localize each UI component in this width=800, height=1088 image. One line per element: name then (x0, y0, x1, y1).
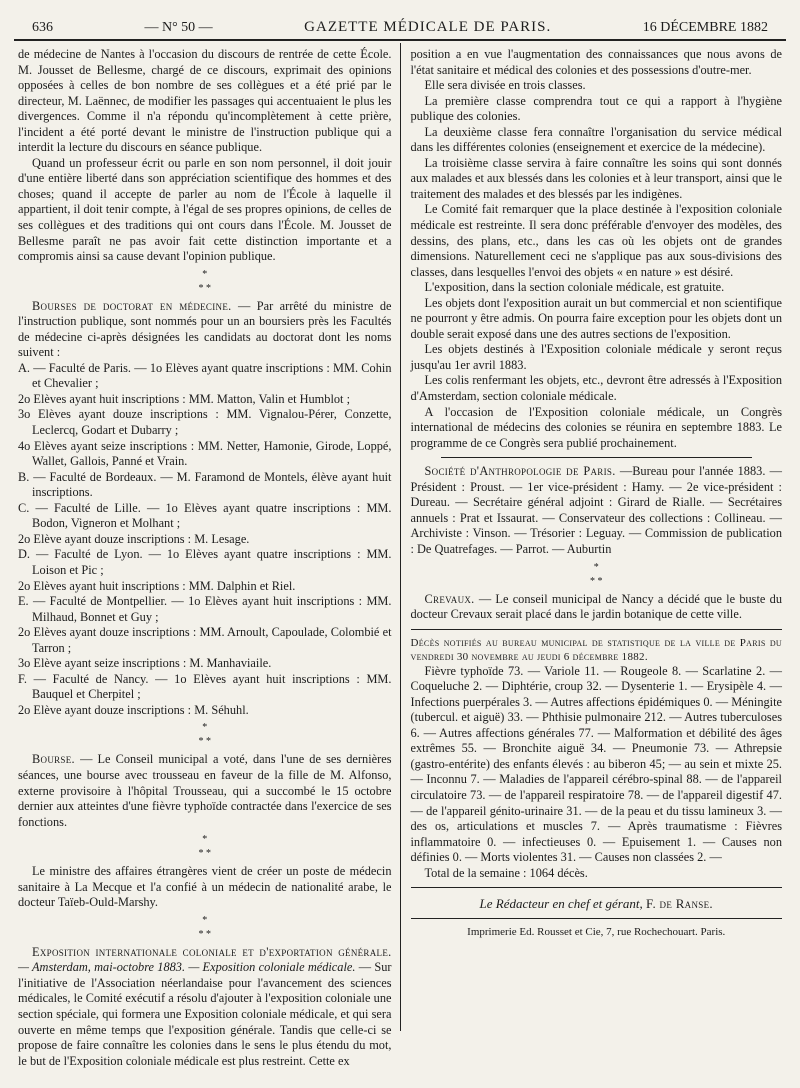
bourses-intro (18, 299, 392, 361)
page-number: 636 (32, 20, 53, 35)
bourses-list (18, 361, 392, 719)
divider (411, 629, 783, 630)
signature-name: F. de Ranse. (645, 896, 713, 912)
first-class-paragraph: La première classe comprendra tout ce qui a rapport à l'hygiène publique des colonies. (410, 93, 782, 124)
crevaux-paragraph (411, 592, 783, 623)
issue-date: 16 DÉCEMBRE 1882 (642, 20, 768, 35)
section-separator: * * * (198, 834, 211, 860)
bourse-entry: A. — Faculté de Paris. — 1o Elèves ayant quatre inscriptions : MM. Cohin et Chevalier ; (18, 360, 392, 391)
congres-paragraph: A l'occasion de l'Exposition coloniale médicale, un Congrès international de médecins des colonies se réunira en septembre 1883. Le programme de ce Congrès sera publié prochainement. (410, 404, 782, 450)
bourse-entry: 2o Elèves ayant douze inscriptions : MM. Arnoult, Capoulade, Colombié et Tarron ; (18, 625, 392, 655)
left-column (14, 41, 400, 1068)
divider (411, 918, 783, 919)
mecque-paragraph: Le ministre des affaires étrangères vient de créer un poste de médecin sanitaire à La Mecque et l'a confié à un médecin de nationalité arabe, le docteur Taïeb-Ould-Marshy. (18, 864, 392, 910)
bourse-entry: 2o Elève ayant douze inscriptions : M. Lesage. (18, 531, 250, 546)
expo-heading: Exposition internationale coloniale et d'exportation générale. (32, 944, 392, 959)
bourse-entry: 3o Elèves ayant douze inscriptions : MM. Vignalou-Pérer, Conzette, Leclercq, Godart et Dubarry ; (18, 407, 392, 438)
deces-text: Fièvre typhoïde 73. — Variole 11. — Rougeole 8. — Scarlatine 2. — Coqueluche 2. — Diphtérie, croup 32. — Dysenterie 1. — Erysipèle 4. — Infections puerpérales 3. — Autres affections épidémiques 0. — Méningite (tubercul. et aiguë) 33. — Phthisie pulmonaire 212. — Autres tuberculoses 6. — Autres affections générales 77. — Malformation et débilité des âges extrêmes 55. — Bronchite aiguë 34. — Pneumonie 73. — Athrepsie (gastro-entérite) des enfants élevés : au biberon 45; — au sein et mixte 25. — Inconnu 7. — Maladies de l'appareil cérébro-spinal 88. — de l'appareil circulatoire 73. — de l'appareil respiratoire 78. — de l'appareil digestif 47. — de l'appareil génito-urinaire 31. — de la peau et du tissu lamineux 3. — des os, articulations et muscles 7. — Après traumatisme : Fièvres inflammatoire 0. — infectieuses 0. — Epuisement 1. — Causes non définies 0. — Morts violentes 31. — Causes non classées 2. — (410, 663, 782, 865)
bourse-text: — Le Conseil municipal a voté, dans l'une de ses dernières séances, une bourse avec trousseau en faveur de la fille de M. Alfonso, externe provisoire à l'hôpital Trousseau, qui a succombé le 15 octobre dernier aux atteintes d'une fièvre typhoïde contractée dans l'exercice de ses fonctions. (18, 752, 392, 829)
expo-text: — Sur l'initiative de l'Association néerlandaise pour l'avancement des sciences médicales, le Comité exécutif a résolu d'ajouter à l'exposition coloniale une section spéciale, qui formera une Exposition coloniale médicale, et qui sera ouverte en même temps que l'exposition générale. Tandis que celle-ci se propose de faire connaître les colonies dans le sens le plus étendu du mot, le but de l'Exposition coloniale médicale est plus restreint. Cette ex (18, 960, 392, 1068)
bourse-entry: 2o Elèves ayant huit inscriptions : MM. Dalphin et Riel. (18, 578, 296, 593)
crevaux-text: — Le conseil municipal de Nancy a décidé que le buste du docteur Crevaux serait placé dans le jardin botanique de cette ville. (410, 591, 782, 622)
divider (411, 887, 783, 888)
bourse-entry: 4o Elèves ayant seize inscriptions : MM. Netter, Hamonie, Girode, Loppé, Wallet, Gallois, Panné et Vrain. (18, 438, 392, 469)
comite-paragraph: Le Comité fait remarquer que la place destinée à l'exposition coloniale médicale est restreinte. Il sera donc préférable d'envoyer des modèles, des dessins, des plans, etc., dans les cas où les objets ont de grandes dimensions. Naturellement ceci ne s'applique pas aux sous-divisions des classes, dans lesquelles l'envoi des objets « en nature » est désiré. (410, 202, 782, 279)
bourse-paragraph (18, 752, 392, 830)
bourses-heading: Bourses de doctorat en médecine. (32, 298, 232, 313)
expo-continued: position a en vue l'augmentation des connaissances que nous avons de l'état sanitaire et médical des colonies et des possessions d'outre-mer. (410, 47, 782, 77)
anthropologie-paragraph (411, 464, 783, 557)
colis-paragraph: Les colis renfermant les objets, etc., devront être adressés à l'Exposition d'Amsterdam, section coloniale médicale. (410, 373, 782, 404)
expo-place: — Amsterdam, mai-octobre 1883. — Exposition coloniale médicale. (18, 960, 356, 975)
classes-paragraph: Elle sera divisée en trois classes. (424, 78, 586, 93)
anthropologie-text: —Bureau pour l'année 1883. — Président : Proust. — 1er vice-président : Hamy. — 2e vice-président : Dureau. — Secrétaire général adjoint : Girard de Rialle. — Secrétaires annuels : Prat et Issaurat. — Conservateur des collections : Collineau. — Archiviste : Vinson. — Trésorier : Leguay. — Commission de publication : De Quatrefages. — Parrot. — Auburtin (410, 464, 782, 556)
objets-paragraph: Les objets dont l'exposition aurait un but commercial et non scientifique ne pourront y être admis. On pourra faire exception pour les objets dont un double serait exposé dans une des autres sections de l'exposition. (410, 295, 782, 341)
expo-paragraph (18, 945, 392, 1069)
reception-paragraph: Les objets destinés à l'Exposition coloniale médicale y seront reçus jusqu'au 1er avril 1883. (410, 342, 782, 372)
signature-label: Le Rédacteur en chef et gérant, (479, 896, 643, 912)
crevaux-heading: Crevaux. (424, 591, 475, 606)
bourses-intro-text: — Par arrêté du ministre de l'instruction publique, sont nommés pour un an boursiers près les Facultés de médecine ci-après désignées les candidats au doctorat dont les noms suivent : (18, 298, 392, 360)
issue-number: — N° 50 — (144, 20, 213, 35)
bourse-entry: 2o Elèves ayant huit inscriptions : MM. Matton, Valin et Humblot ; (18, 391, 350, 406)
liberte-paragraph: Quand un professeur écrit ou parle en son nom personnel, il doit jouir d'une entière liberté dans son appréciation scientifique des hommes et des choses; quand il accepte de parler au nom de l'École à laquelle il appartient, il doit tenir compte, à l'égal de ses propres opinions, de celles de ses collègues et des traditions qui ont cours dans l'École. M. Jousset de Bellesme paraît ne pas avoir fait cette distinction importante et a compromis ainsi sa cause devant l'opinion publique. (18, 155, 392, 264)
deces-total: Total de la semaine : 1064 décès. (424, 865, 588, 880)
section-separator: * * * (198, 268, 211, 294)
bourse-entry: F. — Faculté de Nancy. — 1o Elèves ayant huit inscriptions : MM. Bauquel et Cherpitel ; (18, 671, 392, 702)
nantes-paragraph: de médecine de Nantes à l'occasion du discours de rentrée de cette École. M. Jousset de Bellesme, chargé de ce discours, exprimait des opinions opposées à celles de bon nombre de ses collègues et a été prié par le directeur, M. Laënnec, de modifier les passages qui accentuaient le plus les divergences. Comme il n'a répondu qu'incomplètement à cette prière, l'incident a été porté devant le ministre de l'instruction publique qui a interdit la lecture du discours en séance publique. (18, 47, 392, 155)
bourse-heading: Bourse. (32, 752, 75, 767)
signature (411, 896, 783, 912)
section-separator: * * * (590, 561, 603, 587)
third-class-paragraph: La troisième classe servira à faire connaître les soins qui sont donnés aux malades et aux blessés dans les colonies et à leur transport, ainsi que le traitement des malades et des blessés par les indigènes. (410, 155, 782, 201)
journal-title: GAZETTE MÉDICALE DE PARIS. (304, 19, 552, 35)
bourse-entry: 2o Elève ayant douze inscriptions : M. Séhuhl. (18, 702, 249, 717)
bourse-entry: 3o Elève ayant seize inscriptions : M. Manhaviaile. (18, 656, 272, 671)
bourse-entry: E. — Faculté de Montpellier. — 1o Elèves ayant huit inscriptions : MM. Milhaud, Bonnet et Guy ; (18, 594, 392, 624)
deces-heading: Décès notifiés au bureau municipal de statistique de la ville de Paris du vendredi 30 novembre au jeudi 6 décembre 1882. (410, 636, 782, 663)
anthropologie-heading: Société d'Anthropologie de Paris. (424, 464, 616, 479)
section-separator: * * * (198, 914, 211, 940)
bourse-entry: D. — Faculté de Lyon. — 1o Elèves ayant quatre inscriptions : MM. Loison et Pic ; (18, 547, 392, 577)
gratuite-paragraph: L'exposition, dans la section coloniale médicale, est gratuite. (424, 280, 725, 295)
imprimerie-line: Imprimerie Ed. Rousset et Cie, 7, rue Rochechouart. Paris. (467, 925, 726, 938)
page-header (14, 0, 786, 41)
divider (441, 457, 753, 458)
section-separator: * * * (198, 722, 211, 748)
right-column (401, 41, 787, 1031)
bourse-entry: B. — Faculté de Bordeaux. — M. Faramond de Montels, élève ayant huit inscriptions. (18, 469, 392, 500)
second-class-paragraph: La deuxième classe fera connaître l'organisation du service médical dans les différentes colonies (enseignement et exercice de la médecine). (410, 124, 782, 155)
bourse-entry: C. — Faculté de Lille. — 1o Elèves ayant quatre inscriptions : MM. Bodon, Vigneron et Molhant ; (18, 500, 392, 531)
